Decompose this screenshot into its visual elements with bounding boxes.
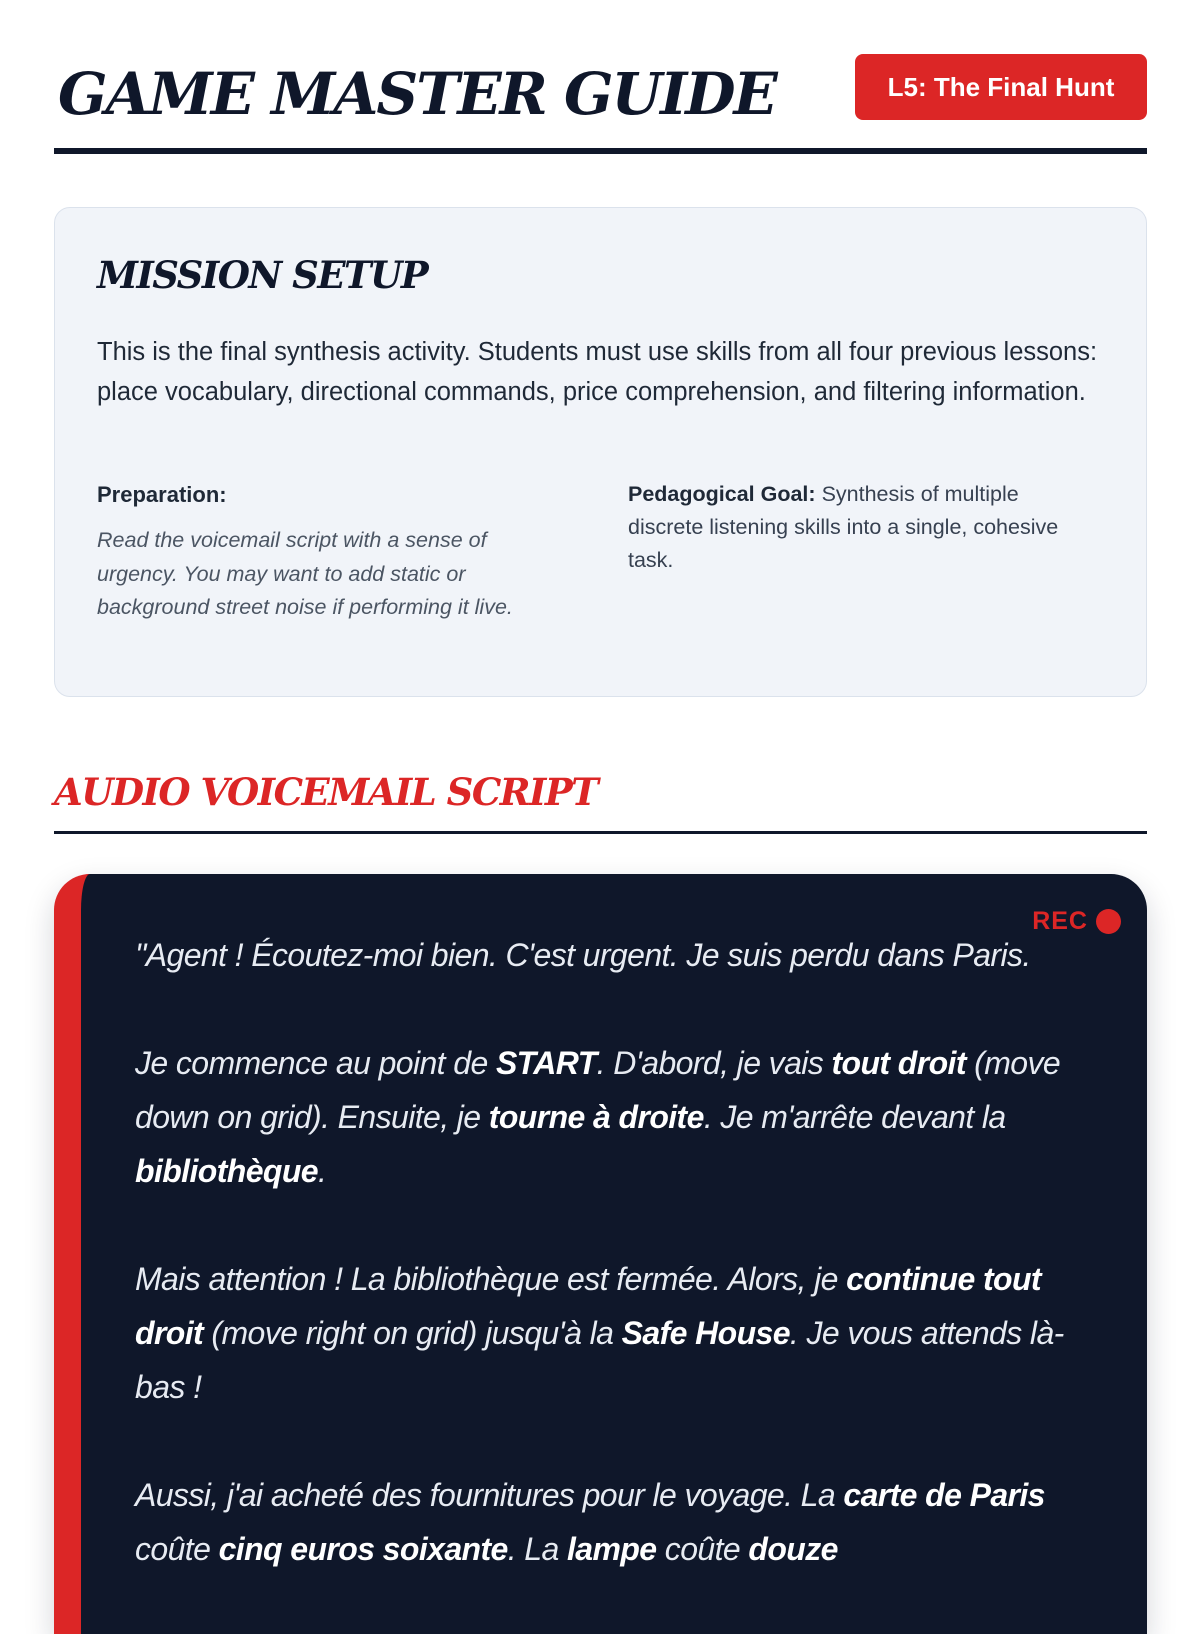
script-text-run: . xyxy=(318,1153,327,1189)
script-text-run: (move down on grid). Ensuite, je xyxy=(135,1045,1061,1135)
voicemail-script-text xyxy=(135,928,1095,1630)
audio-script-title: AUDIO VOICEMAIL SCRIPT xyxy=(54,770,598,814)
script-text-run: Mais attention ! La bibliothèque est fermée. Alors, je xyxy=(135,1261,847,1297)
script-text-run: Aussi, j'ai acheté des fournitures pour le voyage. La xyxy=(135,1477,844,1513)
script-emphasis: cinq euros soixante xyxy=(218,1531,508,1567)
script-paragraph-2 xyxy=(135,1036,1095,1198)
script-paragraph-3 xyxy=(135,1252,1095,1414)
lesson-badge: L5: The Final Hunt xyxy=(855,54,1147,120)
script-emphasis: bibliothèque xyxy=(135,1153,319,1189)
pedagogical-goal-text: Synthesis of multiple discrete listening skills into a single, cohesive task. xyxy=(628,482,1059,572)
pedagogical-goal xyxy=(628,478,1098,577)
recording-dot-icon xyxy=(1096,909,1121,934)
script-text-run: . Je m'arrête devant la xyxy=(703,1099,1006,1135)
script-text-run: . La xyxy=(507,1531,567,1567)
script-emphasis: douze xyxy=(748,1531,838,1567)
preparation-label: Preparation: xyxy=(97,482,227,507)
script-paragraph-1: "Agent ! Écoutez-moi bien. C'est urgent. Je suis perdu dans Paris. xyxy=(135,937,1031,973)
voicemail-script-card xyxy=(54,874,1147,1634)
section-divider xyxy=(54,831,1147,834)
script-text-run: Je commence au point de xyxy=(135,1045,496,1081)
pedagogical-goal-label: Pedagogical Goal: xyxy=(628,482,816,506)
script-emphasis: tout droit xyxy=(831,1045,966,1081)
mission-setup-card xyxy=(54,207,1147,697)
script-text-run: (move right on grid) jusqu'à la xyxy=(203,1315,622,1351)
page-header xyxy=(54,50,1147,154)
mission-setup-description: This is the final synthesis activity. Students must use skills from all four previous lessons: place vocabulary, directional commands, price comprehension, and filtering information. xyxy=(97,338,1098,406)
script-text-run: . D'abord, je vais xyxy=(596,1045,832,1081)
script-emphasis: tourne à droite xyxy=(488,1099,704,1135)
script-emphasis: continue tout droit xyxy=(135,1261,1041,1351)
script-emphasis: START xyxy=(495,1045,597,1081)
script-text-run: coûte xyxy=(656,1531,749,1567)
script-text-run: . Je vous attends là-bas ! xyxy=(135,1315,1064,1405)
preparation-text: Read the voicemail script with a sense of urgency. You may want to add static or background street noise if performing it live. xyxy=(97,528,513,619)
script-emphasis: Safe House xyxy=(621,1315,790,1351)
rec-label: REC xyxy=(1032,907,1088,935)
mission-setup-title: MISSION SETUP xyxy=(97,253,428,297)
script-emphasis: lampe xyxy=(567,1531,657,1567)
script-emphasis: carte de Paris xyxy=(843,1477,1045,1513)
script-text-run: coûte xyxy=(135,1531,219,1567)
script-paragraph-4 xyxy=(135,1468,1095,1576)
page-title: GAME MASTER GUIDE xyxy=(58,60,776,128)
